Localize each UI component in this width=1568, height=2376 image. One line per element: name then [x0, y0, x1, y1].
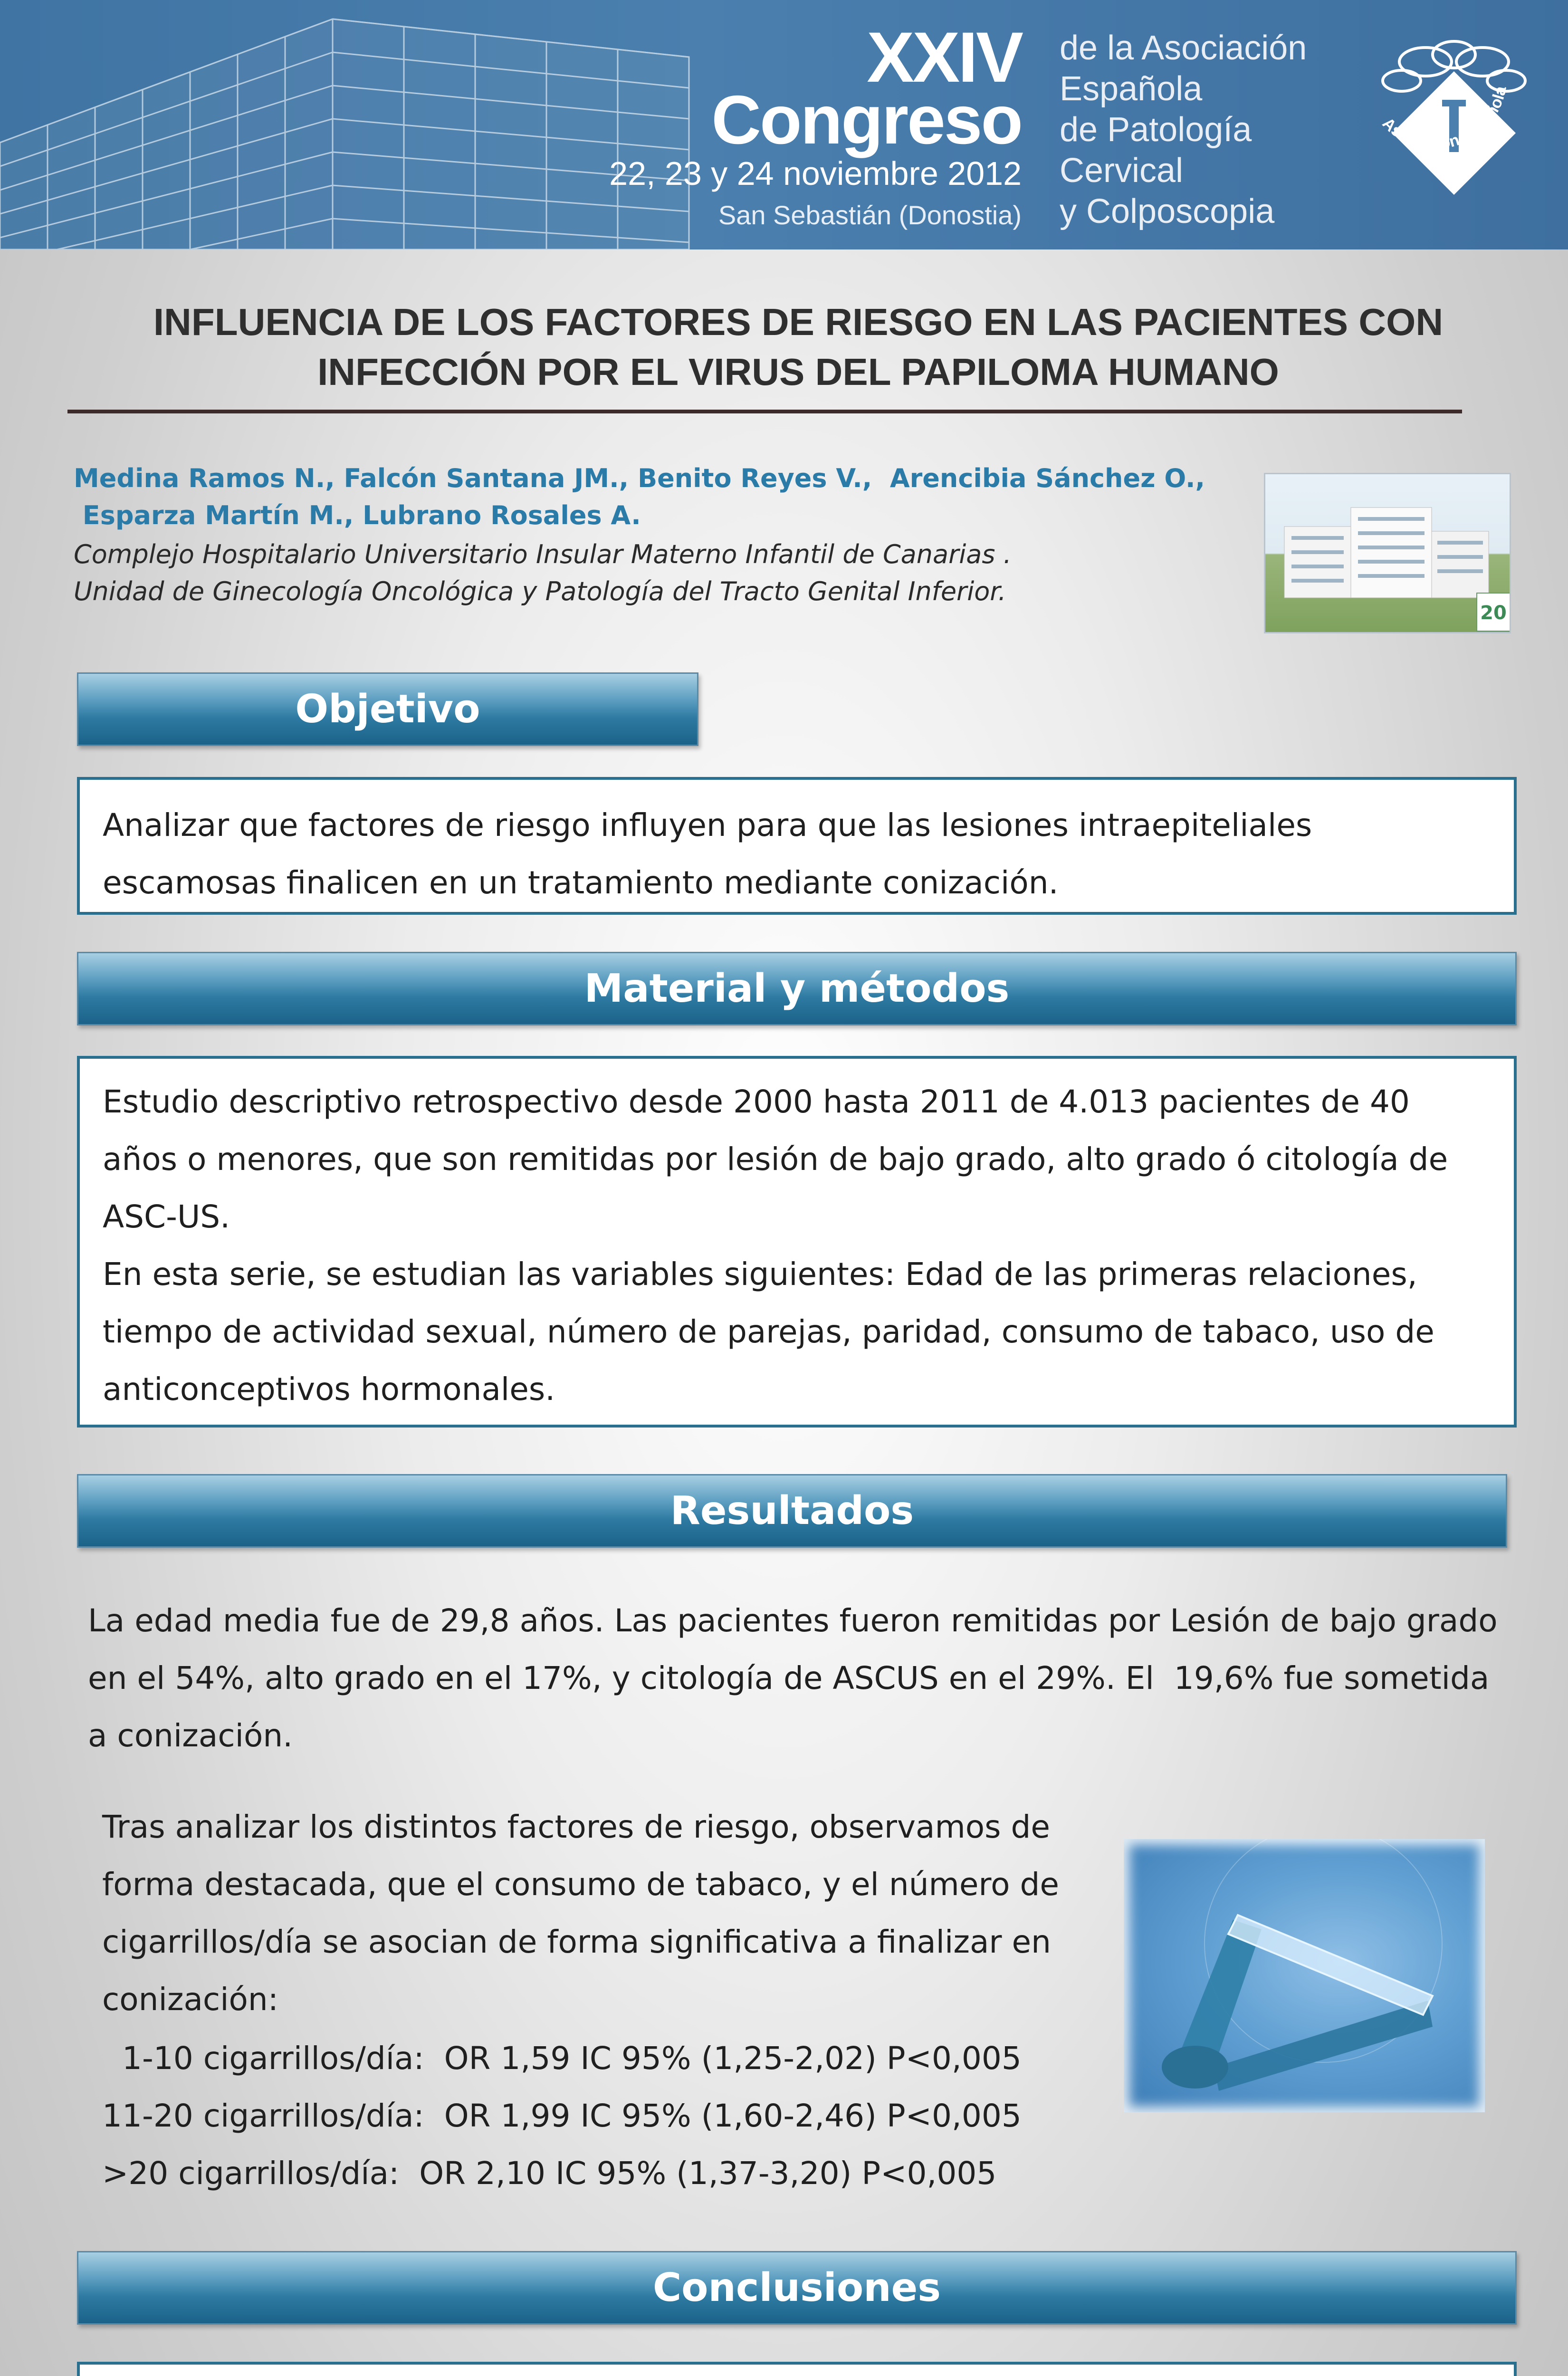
- building-graphic-icon: [0, 0, 713, 249]
- affiliation-line: Unidad de Ginecología Oncológica y Patología del Tracto Genital Inferior.: [74, 576, 1006, 606]
- section-header-objetivo: Objetivo: [77, 672, 698, 746]
- odds-ratio-line: >20 cigarrillos/día: OR 2,10 IC 95% (1,37-3,20) P<0,005: [102, 2155, 997, 2192]
- hospital-photo: [1264, 473, 1511, 633]
- logo-text: Asociación Española: [1378, 85, 1510, 153]
- association-line: y Colposcopia: [1060, 192, 1275, 230]
- title-line: INFECCIÓN POR EL VIRUS DEL PAPILOMA HUMANO: [317, 351, 1279, 393]
- odds-ratio-line: 1-10 cigarrillos/día: OR 1,59 IC 95% (1,25-2,02) P<0,005: [102, 2040, 1022, 2077]
- poster-title: [57, 297, 1539, 397]
- resultados-paragraph: La edad media fue de 29,8 años. Las pacientes fueron remitidas por Lesión de bajo grado en el 54%, alto grado en el 17%, y citología de ASCUS en el 29%. El 19,6% fue sometida a conización.: [88, 1602, 1508, 1754]
- material-paragraph: Estudio descriptivo retrospectivo desde 2000 hasta 2011 de 4.013 pacientes de 40 años o menores, que son remitidas por lesión de bajo grado, alto grado ó citología de ASC-US.: [103, 1083, 1448, 1235]
- association-line: Cervical: [1060, 152, 1184, 190]
- medical-device-icon: [1124, 1839, 1485, 2112]
- author-list: [74, 460, 1262, 534]
- device-photo: [1124, 1839, 1485, 2112]
- association-line: Española: [1060, 70, 1203, 108]
- author-line: Medina Ramos N., Falcón Santana JM., Benito Reyes V., Arencibia Sánchez O.,: [74, 463, 1205, 493]
- affiliation: [74, 536, 1262, 610]
- congress-word: Congreso: [711, 81, 1022, 158]
- affiliation-line: Complejo Hospitalario Universitario Insular Materno Infantil de Canarias .: [74, 539, 1012, 569]
- title-line: INFLUENCIA DE LOS FACTORES DE RIESGO EN LAS PACIENTES CON: [153, 301, 1444, 343]
- hospital-building-icon: [1265, 474, 1511, 633]
- conclusiones-box: [77, 2362, 1517, 2376]
- association-name: [1060, 28, 1307, 232]
- association-logo-icon: [1359, 29, 1549, 228]
- congress-banner: [0, 0, 1568, 249]
- material-paragraph: En esta serie, se estudian las variables siguientes: Edad de las primeras relaciones, tiempo de actividad sexual, número de parejas, paridad, consumo de tabaco, uso de anticonceptivos hormonales.: [103, 1256, 1434, 1408]
- section-header-resultados: Resultados: [77, 1474, 1507, 1548]
- odds-ratio-line: 11-20 cigarrillos/día: OR 1,99 IC 95% (1,60-2,46) P<0,005: [102, 2098, 1022, 2134]
- congress-place: San Sebastián (Donostia): [718, 200, 1022, 230]
- resultados-paragraph: Tras analizar los distintos factores de riesgo, observamos de forma destacada, que el consumo de tabaco, y el número de cigarrillos/día se asocian de forma significativa a finalizar en conización:: [102, 1809, 1059, 2018]
- section-header-material: Material y métodos: [77, 952, 1517, 1025]
- odds-ratio-list: [102, 2030, 1195, 2202]
- objetivo-box: [77, 777, 1517, 915]
- congress-dates: 22, 23 y 24 noviembre 2012: [609, 155, 1022, 192]
- author-line: Esparza Martín M., Lubrano Rosales A.: [74, 500, 641, 530]
- material-box: [77, 1056, 1517, 1428]
- title-divider: [67, 410, 1462, 413]
- anniversary-badge: 20: [1480, 602, 1507, 624]
- association-line: de Patología: [1060, 111, 1252, 149]
- congress-number: XXIV: [867, 17, 1022, 97]
- objetivo-text: Analizar que factores de riesgo influyen para que las lesiones intraepiteliales escamosas finalicen en un tratamiento mediante conización.: [103, 807, 1312, 901]
- section-header-conclusiones: Conclusiones: [77, 2251, 1517, 2325]
- association-line: de la Asociación: [1060, 29, 1307, 67]
